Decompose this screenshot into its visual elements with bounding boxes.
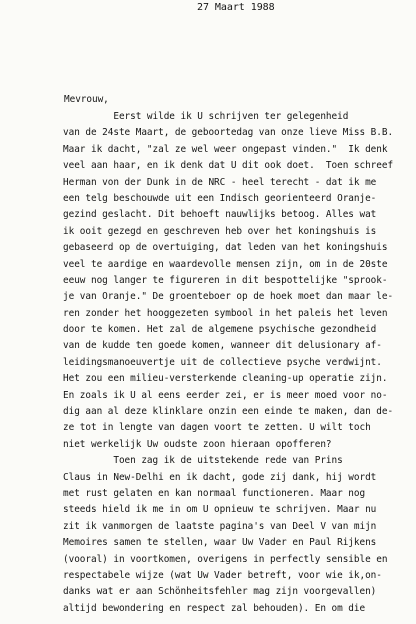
letter-body (63, 109, 409, 617)
text-line: steeds hield ik me in om U opnieuw te schrijven. Maar nu (63, 504, 377, 516)
letter-salutation: Mevrouw, (64, 94, 109, 105)
text-line: Het zou een milieu-versterkende cleaning-up operatie zijn. (63, 373, 388, 385)
text-line: Herman von der Dunk in de NRC - heel terecht - dat ik me (63, 176, 377, 188)
letter-date: 27 Maart 1988 (197, 2, 275, 13)
text-line: danks wat er aan Schönheitsfehler mag zijn voorgevallen) (63, 586, 377, 598)
text-line: leidingsmanoeuvertje uit de collectieve psyche verdwijnt. (63, 356, 382, 368)
text-line: En zoals ik U al eens eerder zei, er is meer moed voor no- (63, 389, 388, 401)
text-line: veel aan haar, en ik denk dat U dit ook doet. Toen schreef (63, 160, 394, 172)
text-line: dig aan al deze klinklare onzin een einde te maken, dan de- (63, 406, 394, 418)
text-line: ze tot in lengte van dagen voort te zetten. U wilt toch (63, 422, 371, 434)
text-line: altijd bewondering en respect zal behouden). En om die (63, 602, 366, 614)
text-line: van de kudde ten goede komen, wanneer dit delusionary af- (63, 340, 382, 352)
text-line: Eerst wilde ik U schrijven ter gelegenheid (63, 111, 349, 122)
text-line: Maar ik dacht, "zal ze wel weer ongepast vinden." Ik denk (63, 143, 388, 155)
text-line: gebaseerd op de overtuiging, dat leden van het koningshuis (63, 242, 388, 254)
text-line: (vooral) in voortkomen, overigens in perfectly sensible en (63, 553, 388, 565)
text-line: een telg beschouwde uit een Indisch georienteerd Oranje- (63, 192, 377, 204)
text-line: zit ik vanmorgen de laatste pagina's van Deel V van mijn (63, 520, 377, 532)
text-line: je van Oranje." De groenteboer op de hoek moet dan maar le- (63, 291, 394, 303)
text-line: Claus in New-Delhi en ik dacht, gode zij dank, hij wordt (63, 471, 377, 483)
text-line: ik ooit gezegd en geschreven heb over het koningshuis is (63, 225, 377, 237)
text-line: door te komen. Het zal de algemene psychische gezondheid (63, 324, 377, 336)
text-line: eeuw nog langer te figureren in dit bespottelijke "sprook- (63, 274, 388, 286)
text-line: van de 24ste Maart, de geboortedag van onze lieve Miss B.B. (63, 127, 394, 139)
text-line: respectabele wijze (wat Uw Vader betreft, voor wie ik,on- (63, 569, 382, 581)
text-line: ren zonder het hooggezeten symbool in het paleis het leven (63, 307, 388, 319)
text-line: Toen zag ik de uitstekende rede van Prins (63, 455, 343, 467)
text-line: veel te aardige en waardevolle mensen zijn, om in de 20ste (63, 258, 388, 270)
text-line: niet werkelijk Uw oudste zoon hieraan opofferen? (63, 438, 332, 450)
text-line: met rust gelaten en kan normaal functioneren. Maar nog (63, 487, 366, 499)
text-line: Memoires samen te stellen, waar Uw Vader en Paul Rijkens (63, 537, 377, 549)
text-line: gezind geslacht. Dit behoeft nauwlijks betoog. Alles wat (63, 209, 377, 221)
